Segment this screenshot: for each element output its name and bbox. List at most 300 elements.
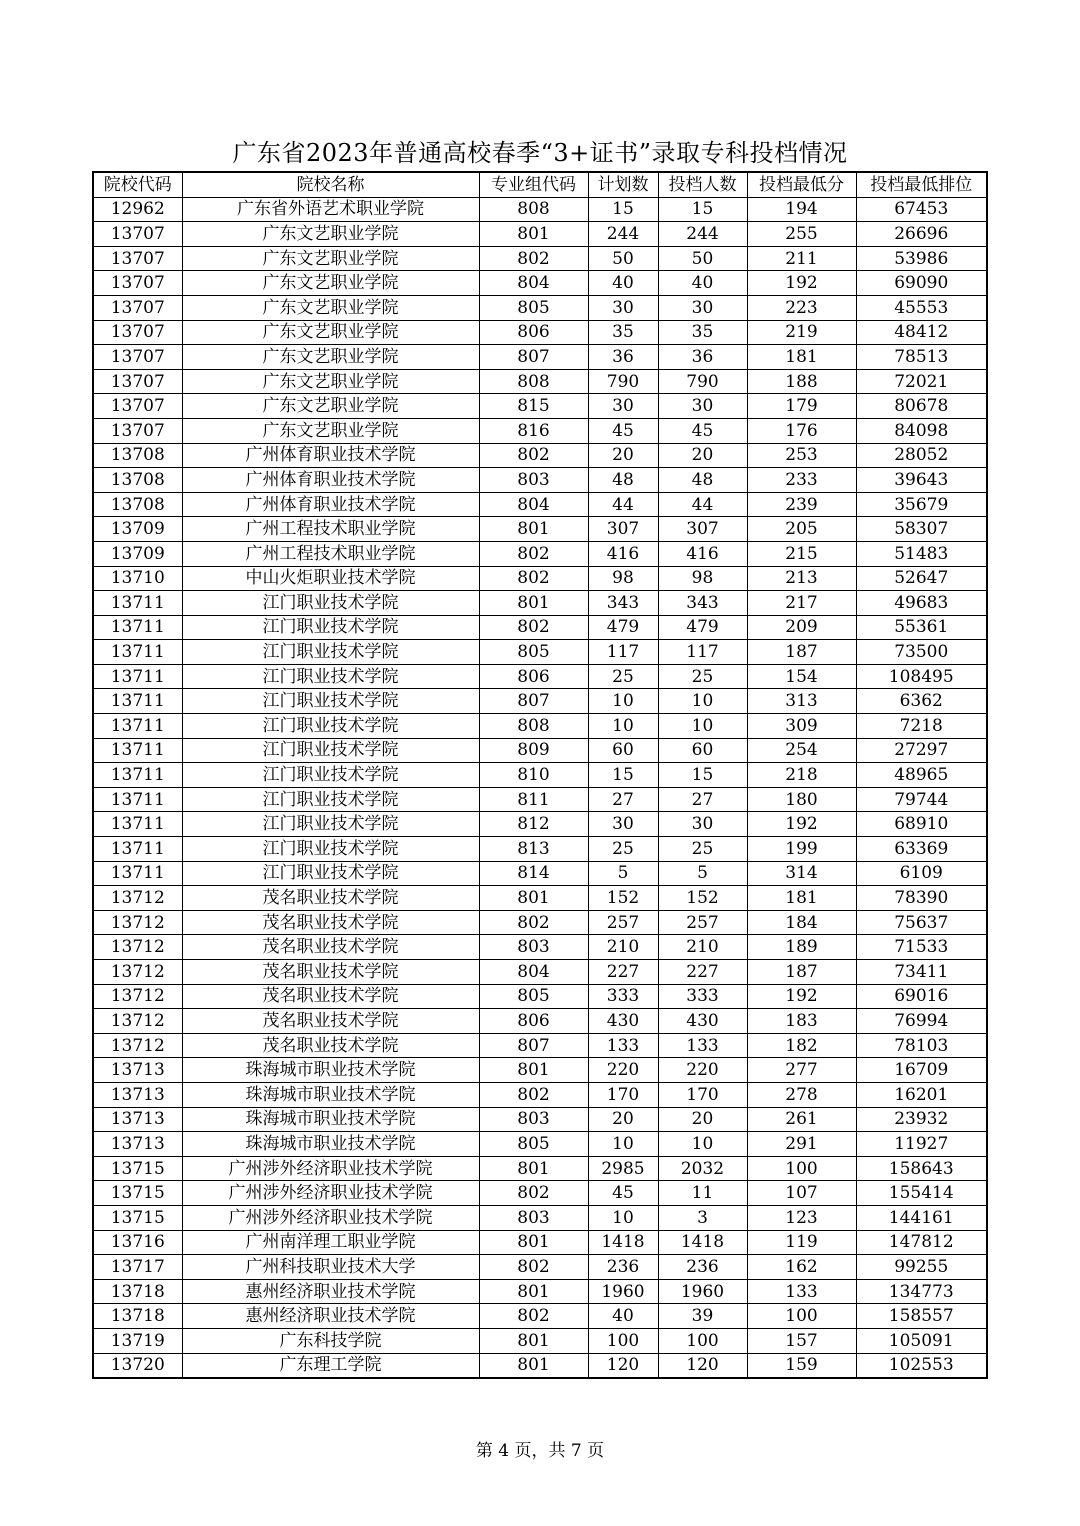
group-code-cell: 805 <box>479 640 588 665</box>
plan-count-cell: 98 <box>588 566 658 591</box>
school-name-cell: 茂名职业技术学院 <box>182 886 479 911</box>
admitted-count-cell: 15 <box>658 763 747 788</box>
table-row <box>93 1328 987 1353</box>
school-code-cell: 13707 <box>93 271 182 296</box>
group-code-cell: 801 <box>479 1328 588 1353</box>
min-rank-cell: 84098 <box>856 418 987 443</box>
min-rank-cell: 16709 <box>856 1058 987 1083</box>
min-rank-cell: 55361 <box>856 615 987 640</box>
plan-count-cell: 416 <box>588 541 658 566</box>
group-code-cell: 811 <box>479 787 588 812</box>
school-name-cell: 茂名职业技术学院 <box>182 984 479 1009</box>
group-code-cell: 801 <box>479 517 588 542</box>
min-rank-cell: 68910 <box>856 812 987 837</box>
plan-count-cell: 45 <box>588 1181 658 1206</box>
min-score-cell: 123 <box>747 1205 856 1230</box>
min-rank-cell: 102553 <box>856 1353 987 1378</box>
min-score-cell: 187 <box>747 960 856 985</box>
group-code-cell: 802 <box>479 1304 588 1329</box>
min-rank-cell: 23932 <box>856 1107 987 1132</box>
plan-count-cell: 30 <box>588 295 658 320</box>
school-code-cell: 13707 <box>93 222 182 247</box>
table-row <box>93 1230 987 1255</box>
admitted-count-cell: 100 <box>658 1328 747 1353</box>
table-row <box>93 689 987 714</box>
min-rank-cell: 48965 <box>856 763 987 788</box>
table-row <box>93 763 987 788</box>
min-rank-cell: 78390 <box>856 886 987 911</box>
plan-count-cell: 220 <box>588 1058 658 1083</box>
table-row <box>93 910 987 935</box>
group-code-cell: 801 <box>479 591 588 616</box>
school-name-cell: 广东文艺职业学院 <box>182 271 479 296</box>
school-code-cell: 13711 <box>93 689 182 714</box>
plan-count-cell: 479 <box>588 615 658 640</box>
admitted-count-cell: 45 <box>658 418 747 443</box>
admitted-count-cell: 416 <box>658 541 747 566</box>
group-code-cell: 802 <box>479 443 588 468</box>
plan-count-cell: 257 <box>588 910 658 935</box>
table-body <box>93 197 987 1378</box>
school-code-cell: 13712 <box>93 960 182 985</box>
school-name-cell: 江门职业技术学院 <box>182 787 479 812</box>
min-rank-cell: 27297 <box>856 738 987 763</box>
min-rank-cell: 76994 <box>856 1009 987 1034</box>
school-code-cell: 13718 <box>93 1304 182 1329</box>
page-title: 广东省2023年普通高校春季“3+证书”录取专科投档情况 <box>232 139 848 167</box>
min-rank-cell: 78103 <box>856 1033 987 1058</box>
admitted-count-cell: 479 <box>658 615 747 640</box>
school-code-cell: 13711 <box>93 763 182 788</box>
min-score-cell: 211 <box>747 246 856 271</box>
school-name-cell: 江门职业技术学院 <box>182 640 479 665</box>
min-rank-cell: 78513 <box>856 345 987 370</box>
table-row <box>93 418 987 443</box>
min-score-cell: 261 <box>747 1107 856 1132</box>
admitted-count-cell: 11 <box>658 1181 747 1206</box>
admitted-count-cell: 10 <box>658 689 747 714</box>
school-code-cell: 13707 <box>93 418 182 443</box>
min-rank-cell: 63369 <box>856 837 987 862</box>
group-code-cell: 805 <box>479 295 588 320</box>
min-rank-cell: 53986 <box>856 246 987 271</box>
plan-count-cell: 10 <box>588 689 658 714</box>
school-code-cell: 12962 <box>93 197 182 222</box>
group-code-cell: 807 <box>479 1033 588 1058</box>
school-name-cell: 江门职业技术学院 <box>182 837 479 862</box>
group-code-cell: 807 <box>479 689 588 714</box>
school-code-cell: 13712 <box>93 1033 182 1058</box>
school-name-cell: 广东省外语艺术职业学院 <box>182 197 479 222</box>
plan-count-cell: 25 <box>588 664 658 689</box>
table-row <box>93 664 987 689</box>
min-rank-cell: 80678 <box>856 394 987 419</box>
min-score-cell: 180 <box>747 787 856 812</box>
min-score-cell: 176 <box>747 418 856 443</box>
table-row <box>93 1205 987 1230</box>
admitted-count-cell: 48 <box>658 468 747 493</box>
admitted-count-cell: 343 <box>658 591 747 616</box>
school-name-cell: 茂名职业技术学院 <box>182 935 479 960</box>
admitted-count-cell: 10 <box>658 714 747 739</box>
school-code-cell: 13707 <box>93 394 182 419</box>
admitted-count-cell: 307 <box>658 517 747 542</box>
school-code-cell: 13712 <box>93 935 182 960</box>
school-name-cell: 广东文艺职业学院 <box>182 418 479 443</box>
school-name-cell: 江门职业技术学院 <box>182 714 479 739</box>
min-rank-cell: 158643 <box>856 1156 987 1181</box>
plan-count-cell: 120 <box>588 1353 658 1378</box>
school-code-cell: 13715 <box>93 1156 182 1181</box>
school-name-cell: 广东理工学院 <box>182 1353 479 1378</box>
school-name-cell: 江门职业技术学院 <box>182 812 479 837</box>
school-code-cell: 13713 <box>93 1107 182 1132</box>
group-code-cell: 802 <box>479 566 588 591</box>
group-code-cell: 814 <box>479 861 588 886</box>
school-code-cell: 13709 <box>93 541 182 566</box>
table-row <box>93 1033 987 1058</box>
table-row <box>93 886 987 911</box>
admitted-count-cell: 430 <box>658 1009 747 1034</box>
school-code-cell: 13712 <box>93 984 182 1009</box>
table-row <box>93 492 987 517</box>
min-rank-cell: 73411 <box>856 960 987 985</box>
min-score-cell: 213 <box>747 566 856 591</box>
school-name-cell: 珠海城市职业技术学院 <box>182 1107 479 1132</box>
min-score-cell: 255 <box>747 222 856 247</box>
min-score-cell: 162 <box>747 1255 856 1280</box>
table-row <box>93 369 987 394</box>
school-code-cell: 13710 <box>93 566 182 591</box>
admitted-count-cell: 790 <box>658 369 747 394</box>
school-name-cell: 惠州经济职业技术学院 <box>182 1304 479 1329</box>
school-code-cell: 13713 <box>93 1058 182 1083</box>
plan-count-cell: 20 <box>588 1107 658 1132</box>
admitted-count-cell: 1960 <box>658 1279 747 1304</box>
min-rank-cell: 28052 <box>856 443 987 468</box>
admitted-count-cell: 257 <box>658 910 747 935</box>
school-name-cell: 广东文艺职业学院 <box>182 394 479 419</box>
table-row <box>93 345 987 370</box>
school-name-cell: 珠海城市职业技术学院 <box>182 1132 479 1157</box>
group-code-cell: 810 <box>479 763 588 788</box>
plan-count-cell: 430 <box>588 1009 658 1034</box>
min-rank-cell: 35679 <box>856 492 987 517</box>
plan-count-cell: 45 <box>588 418 658 443</box>
min-score-cell: 309 <box>747 714 856 739</box>
admitted-count-cell: 39 <box>658 1304 747 1329</box>
plan-count-cell: 15 <box>588 197 658 222</box>
school-code-cell: 13711 <box>93 640 182 665</box>
plan-count-cell: 30 <box>588 394 658 419</box>
plan-count-cell: 227 <box>588 960 658 985</box>
plan-count-cell: 48 <box>588 468 658 493</box>
table-row <box>93 640 987 665</box>
admitted-count-cell: 210 <box>658 935 747 960</box>
group-code-cell: 808 <box>479 197 588 222</box>
group-code-cell: 803 <box>479 1205 588 1230</box>
school-name-cell: 惠州经济职业技术学院 <box>182 1279 479 1304</box>
group-code-cell: 801 <box>479 1279 588 1304</box>
admitted-count-cell: 220 <box>658 1058 747 1083</box>
min-rank-cell: 134773 <box>856 1279 987 1304</box>
school-code-cell: 13711 <box>93 787 182 812</box>
school-name-cell: 广州体育职业技术学院 <box>182 492 479 517</box>
table-row <box>93 1255 987 1280</box>
min-rank-cell: 75637 <box>856 910 987 935</box>
group-code-cell: 802 <box>479 246 588 271</box>
school-code-cell: 13711 <box>93 861 182 886</box>
table-row <box>93 861 987 886</box>
min-rank-cell: 39643 <box>856 468 987 493</box>
admitted-count-cell: 40 <box>658 271 747 296</box>
min-score-cell: 181 <box>747 886 856 911</box>
admitted-count-cell: 236 <box>658 1255 747 1280</box>
group-code-cell: 806 <box>479 664 588 689</box>
min-score-cell: 182 <box>747 1033 856 1058</box>
min-score-cell: 100 <box>747 1156 856 1181</box>
table-row <box>93 541 987 566</box>
school-name-cell: 茂名职业技术学院 <box>182 1033 479 1058</box>
school-name-cell: 广州涉外经济职业技术学院 <box>182 1156 479 1181</box>
admitted-count-cell: 25 <box>658 837 747 862</box>
plan-count-cell: 60 <box>588 738 658 763</box>
group-code-cell: 816 <box>479 418 588 443</box>
school-code-cell: 13711 <box>93 738 182 763</box>
table-row <box>93 1107 987 1132</box>
plan-count-cell: 133 <box>588 1033 658 1058</box>
school-name-cell: 广东科技学院 <box>182 1328 479 1353</box>
plan-count-cell: 40 <box>588 271 658 296</box>
min-score-cell: 192 <box>747 984 856 1009</box>
school-name-cell: 广州体育职业技术学院 <box>182 468 479 493</box>
admitted-count-cell: 152 <box>658 886 747 911</box>
table-row <box>93 566 987 591</box>
plan-count-cell: 117 <box>588 640 658 665</box>
plan-count-cell: 2985 <box>588 1156 658 1181</box>
group-code-cell: 802 <box>479 1255 588 1280</box>
min-score-cell: 313 <box>747 689 856 714</box>
school-name-cell: 广东文艺职业学院 <box>182 369 479 394</box>
min-rank-cell: 108495 <box>856 664 987 689</box>
min-score-cell: 291 <box>747 1132 856 1157</box>
table-row <box>93 443 987 468</box>
table-row <box>93 320 987 345</box>
table-row <box>93 1156 987 1181</box>
admitted-count-cell: 333 <box>658 984 747 1009</box>
table-row <box>93 837 987 862</box>
admitted-count-cell: 20 <box>658 1107 747 1132</box>
school-name-cell: 广州工程技术职业学院 <box>182 541 479 566</box>
school-name-cell: 广州工程技术职业学院 <box>182 517 479 542</box>
min-score-cell: 179 <box>747 394 856 419</box>
table-row <box>93 787 987 812</box>
plan-count-cell: 10 <box>588 714 658 739</box>
admitted-count-cell: 5 <box>658 861 747 886</box>
plan-count-cell: 35 <box>588 320 658 345</box>
school-code-cell: 13712 <box>93 1009 182 1034</box>
header-school-code: 院校代码 <box>93 172 182 197</box>
admitted-count-cell: 44 <box>658 492 747 517</box>
plan-count-cell: 5 <box>588 861 658 886</box>
min-score-cell: 187 <box>747 640 856 665</box>
admitted-count-cell: 117 <box>658 640 747 665</box>
plan-count-cell: 40 <box>588 1304 658 1329</box>
admitted-count-cell: 20 <box>658 443 747 468</box>
school-name-cell: 茂名职业技术学院 <box>182 960 479 985</box>
school-name-cell: 江门职业技术学院 <box>182 664 479 689</box>
min-rank-cell: 155414 <box>856 1181 987 1206</box>
school-name-cell: 珠海城市职业技术学院 <box>182 1058 479 1083</box>
table-row <box>93 591 987 616</box>
group-code-cell: 806 <box>479 320 588 345</box>
school-name-cell: 茂名职业技术学院 <box>182 1009 479 1034</box>
admitted-count-cell: 2032 <box>658 1156 747 1181</box>
group-code-cell: 802 <box>479 1181 588 1206</box>
school-code-cell: 13707 <box>93 345 182 370</box>
header-school-name: 院校名称 <box>182 172 479 197</box>
min-score-cell: 219 <box>747 320 856 345</box>
plan-count-cell: 1418 <box>588 1230 658 1255</box>
group-code-cell: 801 <box>479 1353 588 1378</box>
plan-count-cell: 244 <box>588 222 658 247</box>
admitted-count-cell: 3 <box>658 1205 747 1230</box>
min-rank-cell: 51483 <box>856 541 987 566</box>
table-row <box>93 960 987 985</box>
admitted-count-cell: 30 <box>658 394 747 419</box>
min-score-cell: 239 <box>747 492 856 517</box>
school-code-cell: 13711 <box>93 837 182 862</box>
min-rank-cell: 7218 <box>856 714 987 739</box>
plan-count-cell: 36 <box>588 345 658 370</box>
plan-count-cell: 333 <box>588 984 658 1009</box>
school-name-cell: 广州涉外经济职业技术学院 <box>182 1181 479 1206</box>
plan-count-cell: 170 <box>588 1082 658 1107</box>
school-code-cell: 13715 <box>93 1205 182 1230</box>
admitted-count-cell: 60 <box>658 738 747 763</box>
group-code-cell: 809 <box>479 738 588 763</box>
school-name-cell: 广东文艺职业学院 <box>182 320 479 345</box>
header-admitted-count: 投档人数 <box>658 172 747 197</box>
admitted-count-cell: 50 <box>658 246 747 271</box>
school-code-cell: 13717 <box>93 1255 182 1280</box>
group-code-cell: 812 <box>479 812 588 837</box>
school-code-cell: 13719 <box>93 1328 182 1353</box>
min-score-cell: 194 <box>747 197 856 222</box>
table-row <box>93 394 987 419</box>
table-row <box>93 615 987 640</box>
school-name-cell: 广东文艺职业学院 <box>182 222 479 247</box>
school-code-cell: 13713 <box>93 1132 182 1157</box>
plan-count-cell: 30 <box>588 812 658 837</box>
admitted-count-cell: 98 <box>658 566 747 591</box>
school-name-cell: 中山火炬职业技术学院 <box>182 566 479 591</box>
min-rank-cell: 79744 <box>856 787 987 812</box>
plan-count-cell: 790 <box>588 369 658 394</box>
min-score-cell: 181 <box>747 345 856 370</box>
group-code-cell: 801 <box>479 1230 588 1255</box>
group-code-cell: 807 <box>479 345 588 370</box>
school-name-cell: 江门职业技术学院 <box>182 763 479 788</box>
school-code-cell: 13707 <box>93 369 182 394</box>
min-score-cell: 253 <box>747 443 856 468</box>
min-score-cell: 188 <box>747 369 856 394</box>
admitted-count-cell: 35 <box>658 320 747 345</box>
min-rank-cell: 45553 <box>856 295 987 320</box>
header-min-score: 投档最低分 <box>747 172 856 197</box>
min-score-cell: 192 <box>747 812 856 837</box>
school-name-cell: 茂名职业技术学院 <box>182 910 479 935</box>
min-rank-cell: 73500 <box>856 640 987 665</box>
table-row <box>93 222 987 247</box>
group-code-cell: 802 <box>479 541 588 566</box>
header-min-rank: 投档最低排位 <box>856 172 987 197</box>
min-score-cell: 233 <box>747 468 856 493</box>
table-row <box>93 295 987 320</box>
plan-count-cell: 1960 <box>588 1279 658 1304</box>
min-score-cell: 133 <box>747 1279 856 1304</box>
group-code-cell: 801 <box>479 1058 588 1083</box>
group-code-cell: 801 <box>479 1156 588 1181</box>
min-score-cell: 154 <box>747 664 856 689</box>
school-name-cell: 广东文艺职业学院 <box>182 345 479 370</box>
school-name-cell: 江门职业技术学院 <box>182 615 479 640</box>
min-score-cell: 184 <box>747 910 856 935</box>
admitted-count-cell: 30 <box>658 812 747 837</box>
school-code-cell: 13711 <box>93 714 182 739</box>
min-score-cell: 215 <box>747 541 856 566</box>
group-code-cell: 803 <box>479 1107 588 1132</box>
min-score-cell: 254 <box>747 738 856 763</box>
plan-count-cell: 44 <box>588 492 658 517</box>
min-rank-cell: 11927 <box>856 1132 987 1157</box>
admitted-count-cell: 36 <box>658 345 747 370</box>
school-code-cell: 13716 <box>93 1230 182 1255</box>
header-group-code: 专业组代码 <box>479 172 588 197</box>
plan-count-cell: 10 <box>588 1132 658 1157</box>
school-code-cell: 13720 <box>93 1353 182 1378</box>
table-row <box>93 246 987 271</box>
min-score-cell: 205 <box>747 517 856 542</box>
school-name-cell: 广州涉外经济职业技术学院 <box>182 1205 479 1230</box>
min-rank-cell: 58307 <box>856 517 987 542</box>
min-score-cell: 157 <box>747 1328 856 1353</box>
plan-count-cell: 15 <box>588 763 658 788</box>
school-code-cell: 13708 <box>93 468 182 493</box>
min-rank-cell: 6362 <box>856 689 987 714</box>
plan-count-cell: 236 <box>588 1255 658 1280</box>
admitted-count-cell: 244 <box>658 222 747 247</box>
table-row <box>93 738 987 763</box>
table-row <box>93 1009 987 1034</box>
school-code-cell: 13711 <box>93 664 182 689</box>
plan-count-cell: 210 <box>588 935 658 960</box>
plan-count-cell: 20 <box>588 443 658 468</box>
min-score-cell: 183 <box>747 1009 856 1034</box>
min-rank-cell: 144161 <box>856 1205 987 1230</box>
table-row <box>93 517 987 542</box>
admitted-count-cell: 15 <box>658 197 747 222</box>
group-code-cell: 805 <box>479 1132 588 1157</box>
min-score-cell: 100 <box>747 1304 856 1329</box>
table-row <box>93 812 987 837</box>
school-name-cell: 珠海城市职业技术学院 <box>182 1082 479 1107</box>
school-code-cell: 13711 <box>93 812 182 837</box>
min-rank-cell: 48412 <box>856 320 987 345</box>
plan-count-cell: 27 <box>588 787 658 812</box>
min-score-cell: 278 <box>747 1082 856 1107</box>
min-rank-cell: 67453 <box>856 197 987 222</box>
